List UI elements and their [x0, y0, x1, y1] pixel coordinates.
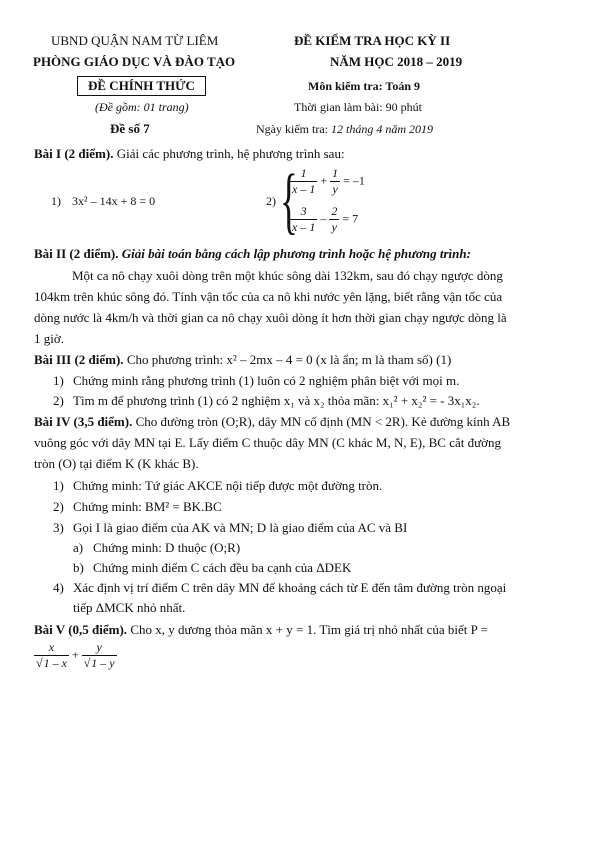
bai5-frac2-num: y [96, 640, 102, 654]
eq1-rhs: = –1 [343, 173, 365, 188]
eq1-frac2-den: y [330, 181, 340, 197]
exam-date-value: 12 tháng 4 năm 2019 [330, 122, 433, 136]
school-year: NĂM HỌC 2018 – 2019 [330, 54, 463, 69]
eq1-frac2-num: 1 [332, 166, 339, 180]
eq2-rhs: = 7 [342, 211, 359, 226]
eq1-frac1-num: 1 [300, 166, 307, 180]
exam-title: ĐỀ KIỂM TRA HỌC KỲ II [294, 33, 451, 48]
bai4-q2-number: 2) [53, 499, 64, 514]
bai4-qa: Chứng minh: D thuộc (O;R) [93, 540, 241, 555]
page-count: (Đề gồm: 01 trang) [95, 100, 189, 114]
bai5-title: Bài V (0,5 điểm). [34, 622, 128, 637]
bai1-q1-number: 1) [51, 194, 61, 208]
eq1-frac1-den: x – 1 [292, 182, 316, 196]
exam-code: Đề số 7 [110, 121, 150, 136]
bai3-q2-number: 2) [53, 393, 64, 408]
bai5-frac1-den: 1 – x [43, 656, 67, 670]
bai2-line3: dòng nước là 4km/h và thời gian ca nô chạy xuôi dòng ít hơn thời gian chạy ngược dòng là [34, 310, 507, 325]
official-badge: ĐỀ CHÍNH THỨC [77, 76, 206, 96]
bai3-text: Cho phương trình: x² – 2mx – 4 = 0 (x là ẩn; m là tham số) (1) [123, 352, 452, 367]
bai2-heading [34, 246, 471, 262]
bai5-frac2-den: 1 – y [91, 656, 115, 670]
bai1-q2-number: 2) [266, 194, 276, 208]
eq2-operator: – [320, 211, 327, 226]
bai4-q4-line2: tiếp ΔMCK nhỏ nhất. [73, 600, 186, 615]
subject: Môn kiểm tra: Toán 9 [308, 79, 421, 93]
bai4-q2: Chứng minh: BM² = BK.BC [73, 499, 222, 514]
eq2-frac1-den: x – 1 [292, 220, 316, 234]
eq2-frac2-den: y [329, 219, 339, 235]
bai4-line2: vuông góc với dây MN tại E. Lấy điểm C thuộc dây MN (C khác M, N, E), BC cắt đường [34, 435, 502, 450]
exam-date-label: Ngày kiểm tra: [256, 122, 331, 136]
bai5-heading [34, 622, 488, 638]
bai3-heading [34, 352, 451, 368]
eq2-frac2-num: 2 [331, 204, 338, 218]
eq2-frac1-num: 3 [300, 204, 307, 218]
bai4-title: Bài IV (3,5 điểm). [34, 414, 133, 429]
header-department: PHÒNG GIÁO DỤC VÀ ĐÀO TẠO [33, 54, 236, 69]
bai4-q4-line1: Xác định vị trí điểm C trên dây MN để khoảng cách từ E đến tâm đường tròn ngoại [73, 580, 507, 595]
eq1-operator: + [320, 173, 328, 188]
bai3-q1-number: 1) [53, 373, 64, 388]
bai4-q1-number: 1) [53, 478, 64, 493]
bai2-title: Bài II (2 điểm). [34, 246, 119, 261]
bai4-q4-number: 4) [53, 580, 64, 595]
bai4-q3: Gọi I là giao điểm của AK và MN; D là giao điểm của AC và BI [73, 520, 408, 535]
bai4-line1: Cho đường tròn (O;R), dây MN cố định (MN < 2R). Kẻ đường kính AB [132, 414, 511, 429]
bai2-subtitle: Giải bài toán bằng cách lập phương trình hoặc hệ phương trình: [118, 246, 471, 261]
bai5-frac1-num: x [48, 640, 55, 654]
bai3-q1: Chứng minh rằng phương trình (1) luôn có 2 nghiệm phân biệt với mọi m. [73, 373, 460, 388]
bai4-qa-number: a) [73, 540, 84, 555]
bai5-text: Cho x, y dương thỏa mãn x + y = 1. Tìm giá trị nhỏ nhất của biết P = [127, 622, 488, 637]
bai1-eq2 [290, 204, 358, 235]
bai1-q1: 3x² – 14x + 8 = 0 [72, 194, 156, 208]
bai1-title: Bài I (2 điểm). [34, 146, 114, 161]
bai2-line4: 1 giờ. [34, 331, 64, 346]
bai4-qb-number: b) [73, 560, 84, 575]
exam-date [256, 122, 433, 137]
bai1-heading [34, 146, 345, 162]
bai2-line1: Một ca nô chạy xuôi dòng trên một khúc sông dài 132km, sau đó chạy ngược dòng [72, 268, 503, 283]
duration: Thời gian làm bài: 90 phút [294, 100, 422, 114]
header-district: UBND QUẬN NAM TỪ LIÊM [51, 33, 219, 48]
bai5-expression: $\frac{x}{√1 - x}$ + $\frac{y}{√1 - y}$ [36, 640, 115, 670]
system-brace: { [280, 160, 298, 242]
bai1-eq1 [290, 166, 365, 197]
bai4-heading [34, 414, 510, 430]
bai4-q3-number: 3) [53, 520, 64, 535]
bai3-title: Bài III (2 điểm). [34, 352, 124, 367]
bai4-line3: tròn (O) tại điểm K (K khác B). [34, 456, 199, 471]
bai3-q2: Tìm m để phương trình (1) có 2 nghiệm x₁ và x₂ thỏa mãn: x₁² + x₂² = - 3x₁x₂. [73, 393, 480, 408]
bai1-text: Giải các phương trình, hệ phương trình sau: [113, 146, 345, 161]
bai4-qb: Chứng minh điểm C cách đều ba cạnh của ΔDEK [93, 560, 352, 575]
bai5-operator: + [71, 647, 79, 662]
bai4-q1: Chứng minh: Tứ giác AKCE nội tiếp được một đường tròn. [73, 478, 383, 493]
bai2-line2: 104km trên khúc sông đó. Tính vận tốc của ca nô khi nước yên lặng, biết rằng vận tốc của [34, 289, 503, 304]
